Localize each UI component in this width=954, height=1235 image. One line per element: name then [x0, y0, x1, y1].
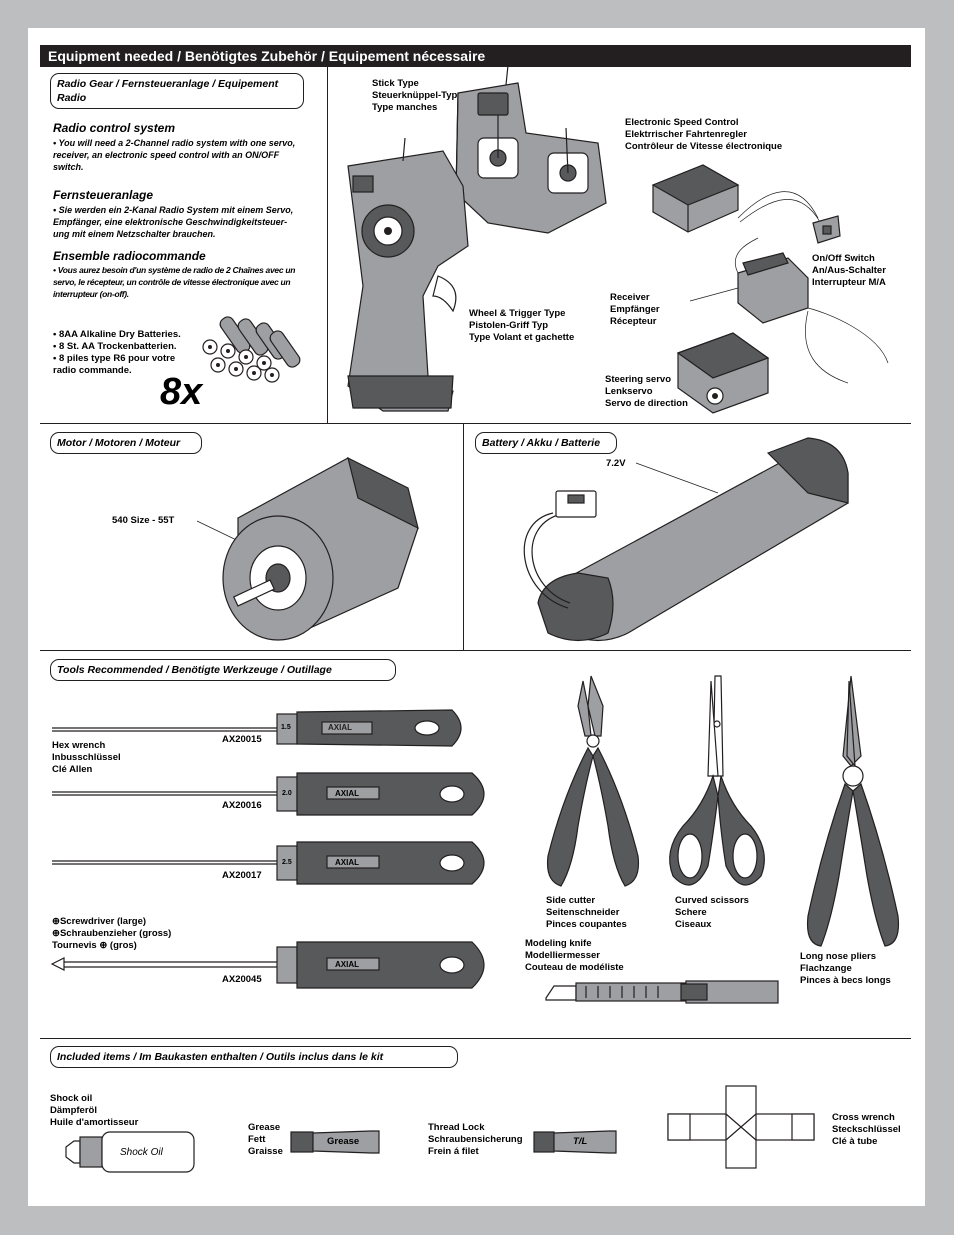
radio-de-title: Fernsteueranlage — [53, 188, 154, 202]
manual-page — [28, 28, 925, 1206]
curved-scissors-image — [663, 676, 773, 896]
hex-driver-2-0-image — [52, 771, 497, 817]
hex-driver-2-5-image — [52, 840, 497, 886]
thread-lock-label: Thread Lock Schraubensicherung Frein á filet — [428, 1122, 523, 1157]
aa-batteries-image — [198, 311, 303, 383]
motor-image — [198, 438, 438, 638]
radio-fr-title: Ensemble radiocommande — [53, 249, 206, 263]
driver-code: AX20016 — [222, 800, 262, 811]
divider — [327, 67, 328, 424]
driver-code: AX20015 — [222, 734, 262, 745]
driver-code: AX20017 — [222, 870, 262, 881]
modeling-knife-image — [546, 978, 781, 1008]
battery-count: 8x — [160, 371, 203, 413]
radio-de-text: • Sie werden ein 2-Kanal Radio System mit einem Servo, Empfänger, eine elektronische Geschwindigkeitsteuer-ung mit einem Netzschalter brauchen. — [53, 205, 294, 239]
phillips-screwdriver-image — [52, 940, 497, 990]
side-cutter-image — [543, 676, 643, 896]
shock-oil-label: Shock oil Dämpferöl Huile d'amortisseur — [50, 1093, 139, 1128]
shock-oil-bottle-label: Shock Oil — [120, 1147, 163, 1158]
servo-image — [673, 328, 773, 418]
wheel-type-label: Wheel & Trigger Type Pistolen-Griff Typ Type Volant et gachette — [469, 308, 575, 343]
side-cutter-label: Side cutter Seitenschneider Pinces coupantes — [546, 895, 627, 930]
screwdriver-label: ⊕Screwdriver (large) ⊕Schraubenzieher (gross) Tournevis ⊕ (gros) — [52, 916, 172, 951]
grease-label: Grease Fett Graisse — [248, 1122, 283, 1157]
brand-logo: AXIAL — [335, 858, 359, 867]
radio-en-title: Radio control system — [53, 121, 176, 135]
battery-pill: Battery / Akku / Batterie — [475, 432, 617, 454]
cross-wrench-image — [666, 1084, 816, 1170]
divider — [40, 1038, 911, 1039]
receiver-label: Receiver Empfänger Récepteur — [610, 292, 660, 327]
stick-type-label: Stick Type Steuerknüppel-Typ Type manches — [372, 78, 458, 113]
divider — [40, 423, 911, 424]
driver-size: 1.5 — [281, 724, 291, 731]
divider — [463, 423, 464, 650]
radio-fr-text: • Vous aurez besoin d'un système de radio de 2 Chaînes avec un servo, le récepteur, un contrôle de vitesse électronique avec un interrupteur (on-off). — [53, 265, 296, 299]
tools-pill: Tools Recommended / Benötigte Werkzeuge / Outillage — [50, 659, 396, 681]
batteries-text: • 8AA Alkaline Dry Batteries. • 8 St. AA Trockenbatterien. • 8 piles type R6 pour votre radio commande. — [53, 329, 181, 376]
hex-driver-1-5-image — [52, 708, 472, 748]
radio-gear-pill: Radio Gear / Fernsteueranlage / Equipement Radio — [50, 73, 304, 109]
included-pill: Included items / Im Baukasten enthalten / Outils inclus dans le kit — [50, 1046, 458, 1068]
brand-logo: AXIAL — [335, 960, 359, 969]
switch-label: On/Off Switch An/Aus-Schalter Interrupteur M/A — [812, 253, 886, 288]
cross-wrench-label: Cross wrench Steckschlüssel Clé à tube — [832, 1112, 901, 1147]
long-nose-pliers-image — [803, 676, 903, 956]
wheel-transmitter-image — [343, 146, 483, 416]
driver-size: 2.5 — [282, 859, 292, 866]
driver-code: AX20045 — [222, 974, 262, 985]
esc-label: Electronic Speed Control Elektrrischer Fahrtenregler Contrôleur de Vitesse électronique — [625, 117, 783, 152]
scissors-label: Curved scissors Schere Ciseaux — [675, 895, 749, 930]
grease-tube-label: Grease — [327, 1136, 360, 1147]
motor-pill: Motor / Motoren / Moteur — [50, 432, 202, 454]
knife-label: Modeling knife Modelliermesser Couteau de modéliste — [525, 938, 624, 973]
brand-logo: AXIAL — [335, 789, 359, 798]
pliers-label: Long nose pliers Flachzange Pinces à becs longs — [800, 951, 891, 986]
motor-size-label: 540 Size - 55T — [112, 515, 175, 526]
servo-label: Steering servo Lenkservo Servo de direction — [605, 374, 688, 409]
hex-wrench-label: Hex wrench Inbusschlüssel Clé Allen — [52, 740, 121, 775]
battery-voltage-label: 7.2V — [606, 458, 626, 469]
battery-pack-image — [498, 433, 898, 643]
divider — [40, 650, 911, 651]
thread-lock-tube-label: T/L — [573, 1136, 588, 1147]
driver-size: 2.0 — [282, 790, 292, 797]
section-header: Equipment needed / Benötigtes Zubehör / Equipement nécessaire — [40, 45, 911, 67]
radio-en-text: • You will need a 2-Channel radio system with one servo, receiver, an electronic speed control with an ON/OFF switch. — [53, 138, 296, 172]
brand-logo: AXIAL — [328, 723, 352, 732]
